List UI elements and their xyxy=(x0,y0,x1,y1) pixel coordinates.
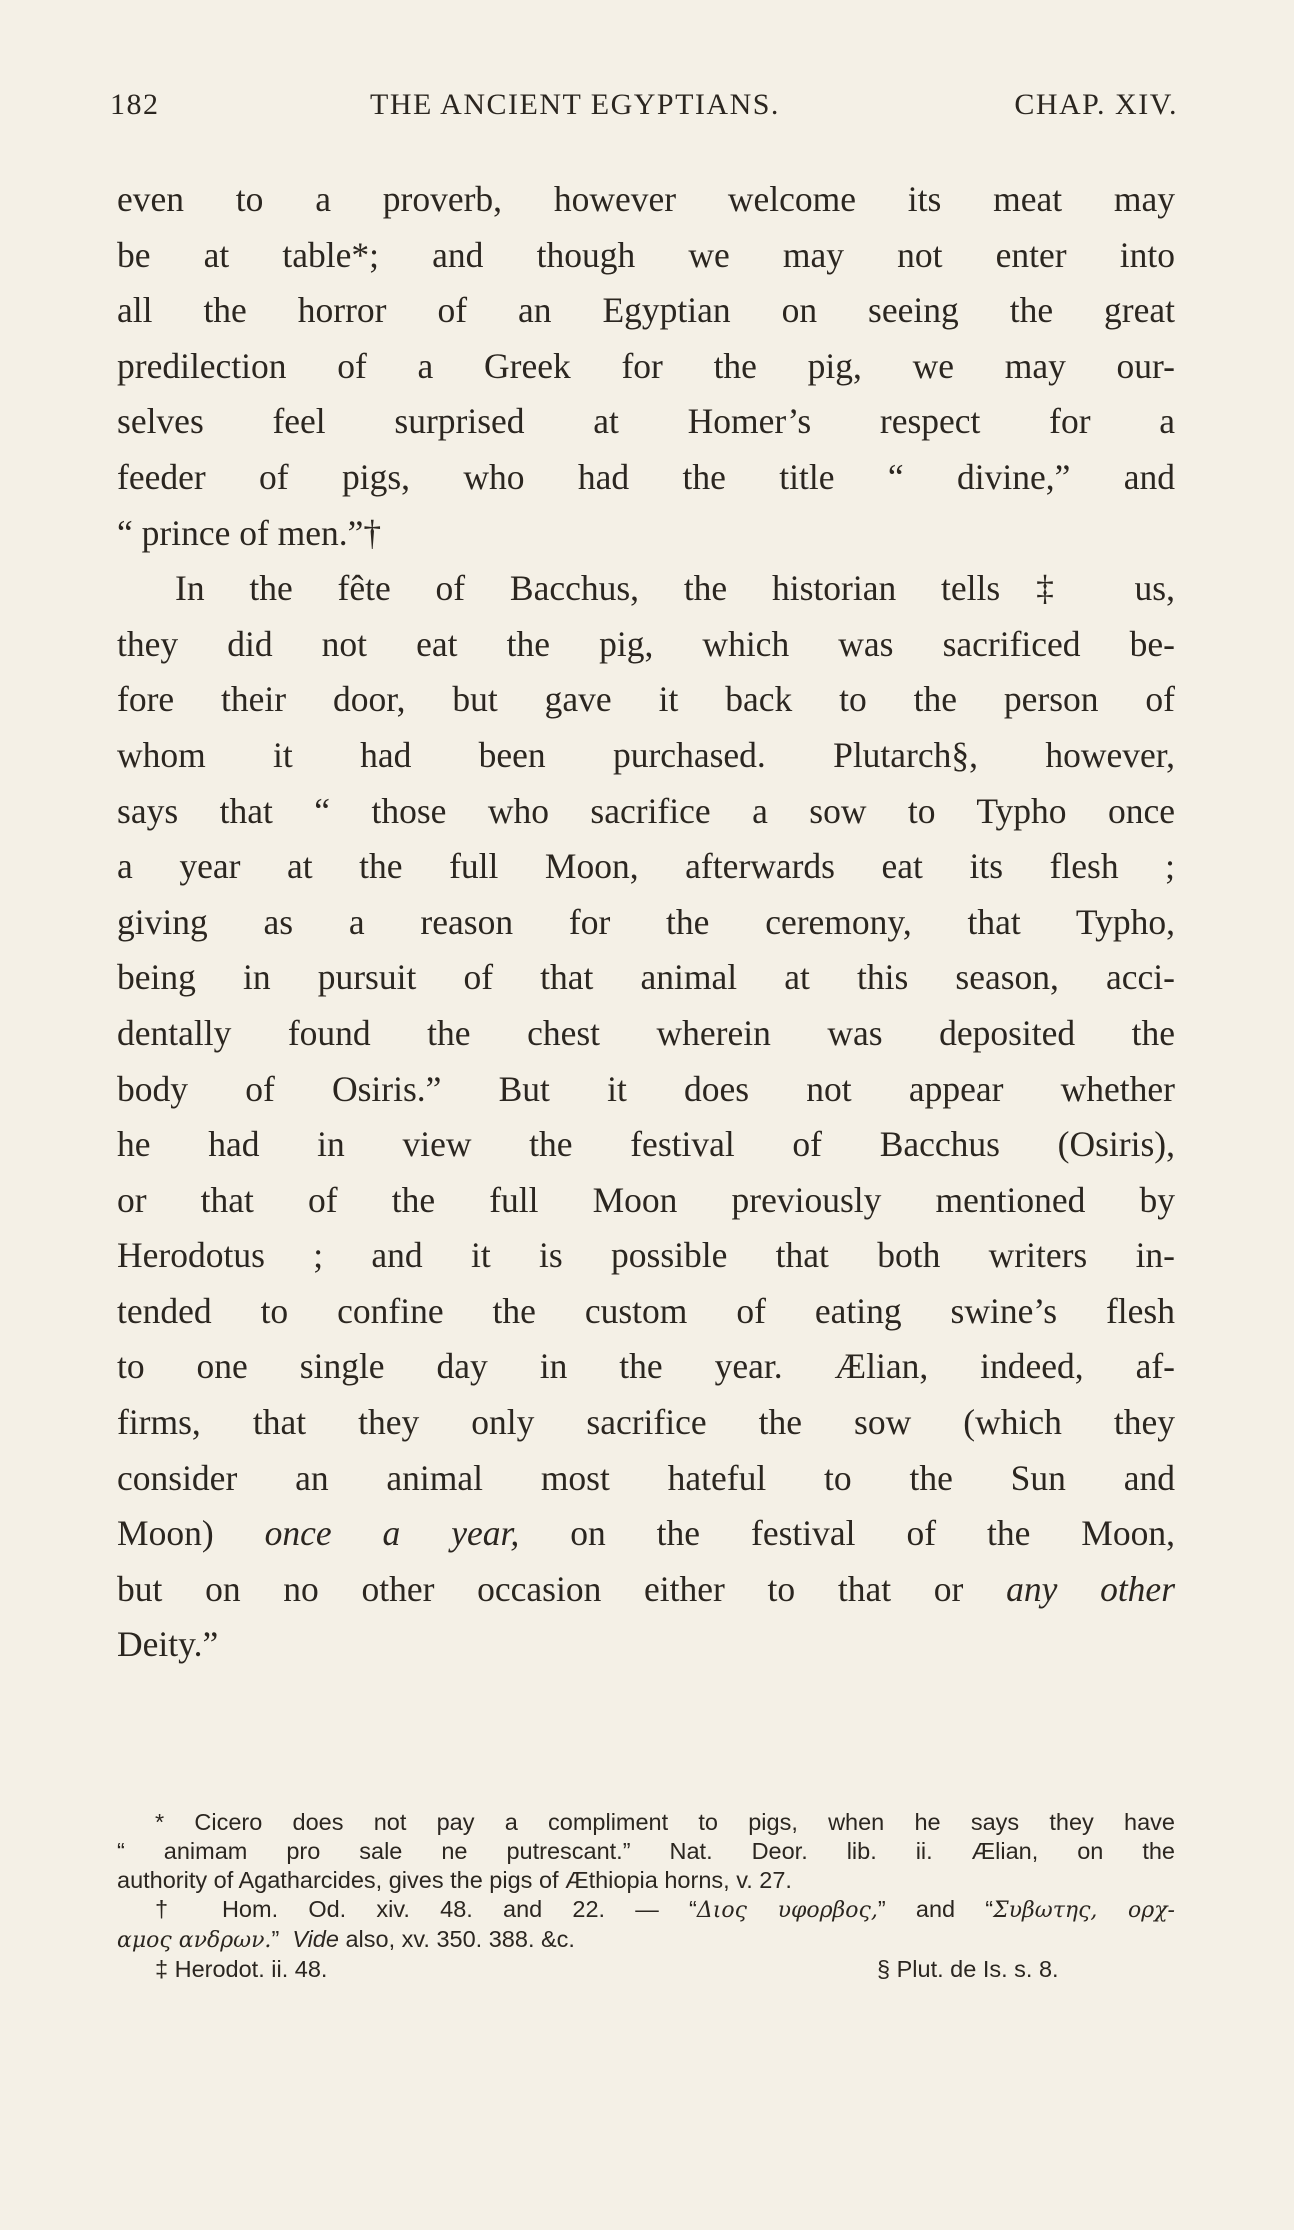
text-line: to one single day in the year. Ælian, indeed, af- xyxy=(117,1346,1175,1387)
text-line: Deity.” xyxy=(117,1624,219,1665)
text-line: dentally found the chest wherein was deposited the xyxy=(117,1012,1175,1053)
text-line: or that of the full Moon previously mentioned by xyxy=(117,1179,1175,1220)
text-line xyxy=(117,1506,1175,1562)
footnote-line: * Cicero does not pay a compliment to pigs, when he says they have xyxy=(155,1809,1175,1835)
text-line: be at table*; and though we may not enter into xyxy=(117,234,1175,275)
text-run: Moon) xyxy=(117,1513,214,1554)
text-run: ” xyxy=(271,1926,280,1952)
text-line: consider an animal most hateful to the Sun and xyxy=(117,1457,1175,1498)
text-line: whom it had been purchased. Plutarch§, however, xyxy=(117,734,1175,775)
footnote-line: authority of Agatharcides, gives the pigs of Æthiopia horns, v. 27. xyxy=(117,1867,792,1893)
greek-text: αμος ανδρων. xyxy=(117,1928,272,1953)
footnotes xyxy=(117,1808,1175,1984)
text-line xyxy=(117,1562,1175,1618)
text-line: they did not eat the pig, which was sacrificed be- xyxy=(117,623,1175,664)
footnote-line: “ animam pro sale ne putrescant.” Nat. Deor. lib. ii. Ælian, on the xyxy=(117,1838,1175,1864)
text-line: a year at the full Moon, afterwards eat its flesh ; xyxy=(117,846,1175,887)
greek-text: Συβωτης, ορχ- xyxy=(993,1898,1175,1923)
paragraph-start-line: In the fête of Bacchus, the historian tells‡ us, xyxy=(175,568,1175,609)
text-line: predilection of a Greek for the pig, we may our- xyxy=(117,345,1175,386)
text-line: fore their door, but gave it back to the person of xyxy=(117,679,1175,720)
italic-text: once a year, xyxy=(264,1513,520,1554)
text-line: Herodotus ; and it is possible that both writers in- xyxy=(117,1235,1175,1276)
text-line: he had in view the festival of Bacchus (Osiris), xyxy=(117,1124,1175,1165)
text-line: selves feel surprised at Homer’s respect for a xyxy=(117,401,1175,442)
text-run: also, xv. 350. 388. &c. xyxy=(345,1926,575,1952)
footnote-plutarch: § Plut. de Is. s. 8. xyxy=(877,1956,1059,1982)
footnote-herodotus: ‡ Herodot. ii. 48. xyxy=(155,1956,328,1982)
running-header xyxy=(110,88,1178,128)
italic-text: any other xyxy=(1006,1568,1176,1609)
body-text xyxy=(117,172,1175,1673)
text-line: giving as a reason for the ceremony, that Typho, xyxy=(117,901,1175,942)
text-line: being in pursuit of that animal at this season, acci- xyxy=(117,957,1175,998)
footnote-line xyxy=(117,1925,1175,1955)
italic-text: Vide xyxy=(292,1926,339,1952)
footnote-line xyxy=(117,1895,1175,1925)
text-line: feeder of pigs, who had the title “ divine,” and xyxy=(117,456,1175,497)
running-title: THE ANCIENT EGYPTIANS. xyxy=(370,88,780,121)
text-line: tended to confine the custom of eating swine’s flesh xyxy=(117,1290,1175,1331)
text-run: † Hom. Od. xiv. 48. and 22. — “ xyxy=(155,1896,697,1922)
page-number: 182 xyxy=(110,88,160,121)
chapter-label: CHAP. XIV. xyxy=(1014,88,1178,121)
text-line: all the horror of an Egyptian on seeing the great xyxy=(117,290,1175,331)
text-run: on the festival of the Moon, xyxy=(570,1513,1175,1554)
text-run: ” and “ xyxy=(877,1896,994,1922)
text-line: even to a proverb, however welcome its meat may xyxy=(117,179,1175,219)
text-line: “ prince of men.”† xyxy=(117,512,382,553)
footnote-line xyxy=(117,1955,1175,1984)
greek-text: Διος υφορβος, xyxy=(696,1898,878,1923)
text-line: body of Osiris.” But it does not appear whether xyxy=(117,1068,1175,1109)
text-line: firms, that they only sacrifice the sow (which they xyxy=(117,1402,1175,1443)
text-line: says that “ those who sacrifice a sow to Typho once xyxy=(117,790,1175,831)
text-run: but on no other occasion either to that or xyxy=(117,1568,964,1609)
